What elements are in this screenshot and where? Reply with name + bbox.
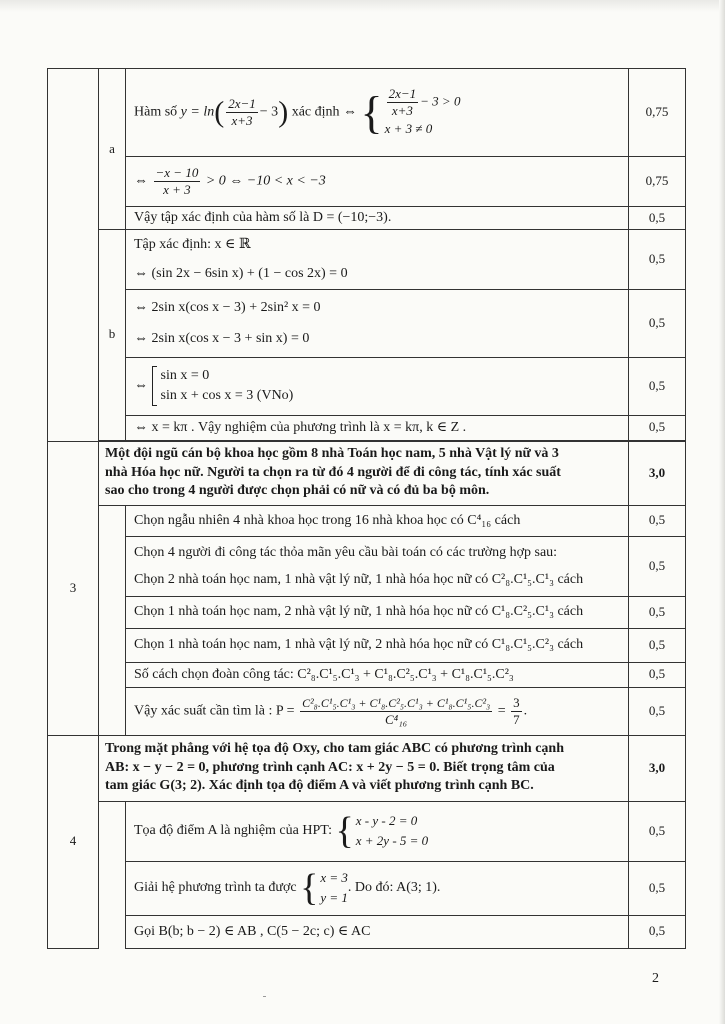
part-b-label: b — [99, 229, 126, 440]
q4-total-score: 3,0 — [629, 735, 686, 801]
q3-total-score: 3,0 — [629, 441, 686, 505]
q3-row-5 — [48, 662, 686, 687]
q2-number-cell — [48, 69, 99, 442]
q2b-factorization: ⇔ 2sin x(cos x − 3) + 2sin² x = 0 ⇔ 2sin x(cos x − 3 + sin x) = 0 — [126, 289, 629, 357]
q2a-score-2: 0,75 — [629, 157, 686, 207]
q2b-row-2 — [48, 289, 686, 357]
q3-problem-row — [48, 441, 686, 505]
q2b-score-2: 0,5 — [629, 289, 686, 357]
q2a-domain-condition: Hàm số y = ln( $\frac{2x-1}{x+3}$ − 3) xác định ⇔ { $\frac{2x-1}{x+3}$ − 3 > 0 x + 3 ≠ 0 — [126, 69, 629, 157]
q3-row-6 — [48, 687, 686, 735]
q2a-row-3 — [48, 207, 686, 230]
q3-total-valid: Số cách chọn đoàn công tác: C²₈.C¹₅.C¹₃ + C¹₈.C²₅.C¹₃ + C¹₈.C¹₅.C²₃ — [126, 662, 629, 687]
q4-row-1 — [48, 801, 686, 861]
scan-right-shadow — [719, 0, 725, 1024]
q4-problem-row — [48, 735, 686, 801]
q2b-domain-and-transform: Tập xác định: x ∈ ℝ ⇔ (sin 2x − 6sin x) + (1 − cos 2x) = 0 — [126, 229, 629, 289]
q2a-score-1: 0,75 — [629, 69, 686, 157]
q3-row-2 — [48, 536, 686, 596]
q4-problem-statement: Trong mặt phẳng với hệ tọa độ Oxy, cho tam giác ABC có phương trình cạnh AB: x − y − 2 = 0, phương trình cạnh AC: x + 2y − 5 = 0. Biết trọng tâm của tam giác G(3; 2). Xác định tọa độ điểm A và viết phương trình cạnh BC. — [99, 735, 629, 801]
q4-number: 4 — [48, 735, 99, 948]
part-a-label: a — [99, 69, 126, 230]
q3-case-1: Chọn 4 người đi công tác thỏa mãn yêu cầu bài toán có các trường hợp sau: Chọn 2 nhà toán học nam, 1 nhà vật lý nữ, 1 nhà hóa học nữ có C²₈.C¹₅.C¹₃ cách — [126, 536, 629, 596]
q4-solution-A: Giải hệ phương trình ta được { x = 3 y = 1 . Do đó: A(3; 1). — [126, 861, 629, 915]
scan-speck — [263, 996, 266, 997]
q2b-row-4 — [48, 415, 686, 440]
q4-points-B-C: Gọi B(b; b − 2) ∈ AB , C(5 − 2c; c) ∈ AC — [126, 915, 629, 948]
q3-score-6: 0,5 — [629, 687, 686, 735]
q3-row-1 — [48, 505, 686, 536]
q2b-score-3: 0,5 — [629, 357, 686, 415]
scan-top-shadow — [0, 0, 725, 12]
q3-row-4 — [48, 628, 686, 662]
q2a-row-2 — [48, 157, 686, 207]
q3-score-3: 0,5 — [629, 596, 686, 628]
q4-score-2: 0,5 — [629, 861, 686, 915]
q2a-score-3: 0,5 — [629, 207, 686, 230]
q2b-conclusion: ⇔ x = kπ . Vậy nghiệm của phương trình là x = kπ, k ∈ Z . — [126, 415, 629, 440]
q2a-inequality: ⇔ $\frac{-x - 10}{x + 3}$ > 0 ⇔ −10 < x < −3 — [126, 157, 629, 207]
q4-row-2 — [48, 861, 686, 915]
q3-score-4: 0,5 — [629, 628, 686, 662]
q2b-cases: ⇔ sin x = 0 sin x + cos x = 3 (VNo) — [126, 357, 629, 415]
page-number: 2 — [652, 971, 659, 986]
q2a-row-1 — [48, 69, 686, 157]
q4-row-3 — [48, 915, 686, 948]
q4-system-for-A: Tọa độ điểm A là nghiệm của HPT: { x - y - 2 = 0 x + 2y - 5 = 0 — [126, 801, 629, 861]
q4-score-3: 0,5 — [629, 915, 686, 948]
q3-row-3 — [48, 596, 686, 628]
q2b-row-1 — [48, 229, 686, 289]
q2a-conclusion: Vậy tập xác định của hàm số là D = (−10;−3). — [126, 207, 629, 230]
q3-probability: Vậy xác suất cần tìm là : P = $\frac{\text{C²₈.C¹₅.C¹₃ + C¹₈.C²₅.C¹₃ + C¹₈.C¹₅.C²₃}}{\text{C⁴₁₆}}$ = $\frac{3}{7}$ . — [126, 687, 629, 735]
q3-case-3: Chọn 1 nhà toán học nam, 1 nhà vật lý nữ, 2 nhà hóa học nữ có C¹₈.C¹₅.C²₃ cách — [126, 628, 629, 662]
q3-score-1: 0,5 — [629, 505, 686, 536]
q3-number: 3 — [48, 441, 99, 735]
q3-total-ways: Chọn ngẫu nhiên 4 nhà khoa học trong 16 nhà khoa học có C⁴₁₆ cách — [126, 505, 629, 536]
q3-score-5: 0,5 — [629, 662, 686, 687]
q2b-score-1: 0,5 — [629, 229, 686, 289]
q3-problem-statement: Một đội ngũ cán bộ khoa học gồm 8 nhà Toán học nam, 5 nhà Vật lý nữ và 3 nhà Hóa học nữ. Người ta chọn ra từ đó 4 người để đi công tác, tính xác suất sao cho trong 4 người được chọn phải có nữ và có đủ ba bộ môn. — [99, 441, 629, 505]
q2b-row-3 — [48, 357, 686, 415]
q2b-score-4: 0,5 — [629, 415, 686, 440]
q3-score-2: 0,5 — [629, 536, 686, 596]
q3-case-2: Chọn 1 nhà toán học nam, 2 nhà vật lý nữ, 1 nhà hóa học nữ có C¹₈.C²₅.C¹₃ cách — [126, 596, 629, 628]
grading-table — [47, 68, 686, 949]
q4-score-1: 0,5 — [629, 801, 686, 861]
